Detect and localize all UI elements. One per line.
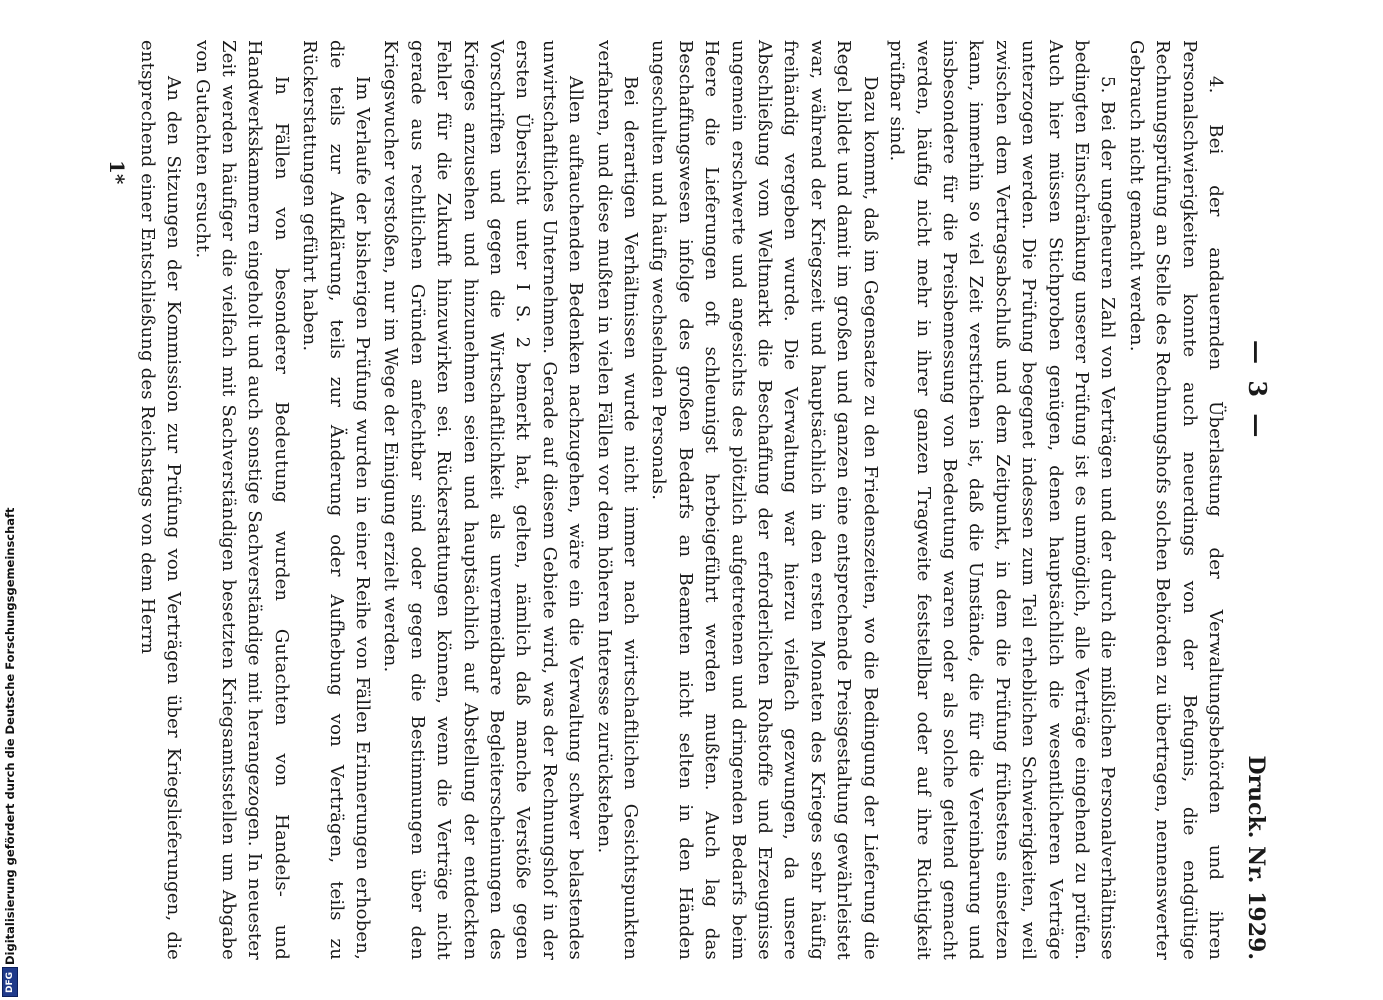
- paragraph-bedenken: Allen auftauchenden Bedenken nachzugehen, wäre ein die Verwaltung schwer belastendes unwirtschaftliches Unternehmen. Gerade auf diesem Gebiete wird, was der Rechnungshof in der ersten Übersicht unter I S. 2 bemerkt hat, gelten, nämlich daß manche Verstöße gegen Vorschriften und gegen die Wirtschaftlichkeit als unvermeidbare Begleiterscheinungen des Krieges anzusehen und hinzunehmen seien und hauptsächlich auf Abstellung der entdeckten Fehler für die Zukunft hinzuwirken sei. Rückerstattungen können, wenn die Verträge nicht gerade aus rechtlichen Gründen anfechtbar sind oder gegen die Bestimmungen über den Kriegswucher verstoßen, nur im Wege der Einigung erzielt werden.: [380, 40, 587, 960]
- page-header: [1228, 40, 1272, 960]
- signature-mark: 1*: [105, 160, 130, 185]
- paragraph-verlaufe: Im Verlaufe der bisherigen Prüfung wurden in einer Reihe von Fällen Erinnerungen erhoben, die teils zur Aufklärung, teils zur Änderung oder Aufhebung von Verträgen, teils zu Rückerstattungen geführt haben.: [299, 40, 373, 960]
- paragraph-gutachten: In Fällen von besonderer Bedeutung wurden Gutachten von Handels- und Handwerkskammern eingeholt und auch sonstige Sachverständige mit herangezogen. In neuester Zeit werden häufiger die vielfach mit Sachverständigen besetzten Kriegsamtsstellen um Abgabe von Gutachten ersucht.: [191, 40, 292, 960]
- dfg-logo-text: DFG: [5, 971, 15, 993]
- paragraph-sitzungen: An den Sitzungen der Kommission zur Prüfung von Verträgen über Kriegslieferungen, die entsprechend einer Entschließung des Reichstags von dem Herrn: [136, 40, 185, 960]
- paragraph-dazu-kommt: Dazu kommt, daß im Gegensatze zu den Friedenszeiten, wo die Bedingung der Lieferung die Regel bildet und damit im großen und ganzen eine entsprechende Preisgestaltung gewährleistet war, während der Kriegszeit und hauptsächlich in den ersten Monaten des Krieges sehr häufig freihändig vergeben wurde. Die Verwaltung war hierzu vielfach gezwungen, da unsere Abschließung vom Weltmarkt die Beschaffung der erforderlichen Rohstoffe und Erzeugnisse ungemein erschwerte und angesichts des plötzlich aufgetretenen und dringenden Bedarfs beim Heere die Lieferungen oft schleunigst herbeigeführt werden mußten. Auch lag das Beschaffungswesen infolge des großen Bedarfs an Beamten nicht selten in den Händen ungeschulten und häufig wechselnden Personals.: [648, 40, 881, 960]
- page-content: [105, 0, 1282, 1000]
- stamp-text: Digitalisierung gefördert durch die Deutsche Forschungsgemeinschaft: [3, 507, 17, 965]
- digitization-stamp: [0, 507, 22, 1000]
- paragraph-4: 4. Bei der andauernden Überlastung der Verwaltungsbehörden und ihren Personalschwierigkeiten konnte auch neuerdings von der Befugnis, die endgültige Rechnungsprüfung an Stelle des Rechnungshofs solchen Behörden zu übertragen, nennenswerter Gebrauch nicht gemacht werden.: [1125, 40, 1226, 960]
- page-number: — 3 —: [1243, 340, 1272, 442]
- dfg-logo-icon: [2, 967, 18, 997]
- paragraph-verhaeltnisse: Bei derartigen Verhältnissen wurde nicht immer nach wirtschaftlichen Gesichtspunkten verfahren, und diese mußten in vielen Fällen vor dem höheren Interesse zurückstehen.: [593, 40, 642, 960]
- document-page: [105, 0, 1282, 1000]
- paragraph-5: 5. Bei der ungeheuren Zahl von Verträgen und der durch die mißlichen Personalverhältnisse bedingten Einschränkung unserer Prüfung ist es unmöglich, alle Verträge eingehend zu prüfen. Auch hier müssen Stichproben genügen, denen hauptsächlich die wesentlicheren Verträge unterzogen werden. Die Prüfung begegnet indessen zum Teil erheblichen Schwierigkeiten, weil zwischen dem Vertragsabschluß und dem Zeitpunkt, in dem die Prüfung frühestens einsetzen kann, immerhin so viel Zeit verstrichen ist, daß die Umstände, die für die Vereinbarung und insbesondere für die Preisbemessung von Bedeutung waren oder als solche geltend gemacht werden, häufig nicht mehr in ihrer ganzen Tragweite feststellbar oder auf ihre Richtigkeit prüfbar sind.: [886, 40, 1119, 960]
- druck-number: Druck. Nr. 1929.: [1243, 755, 1269, 960]
